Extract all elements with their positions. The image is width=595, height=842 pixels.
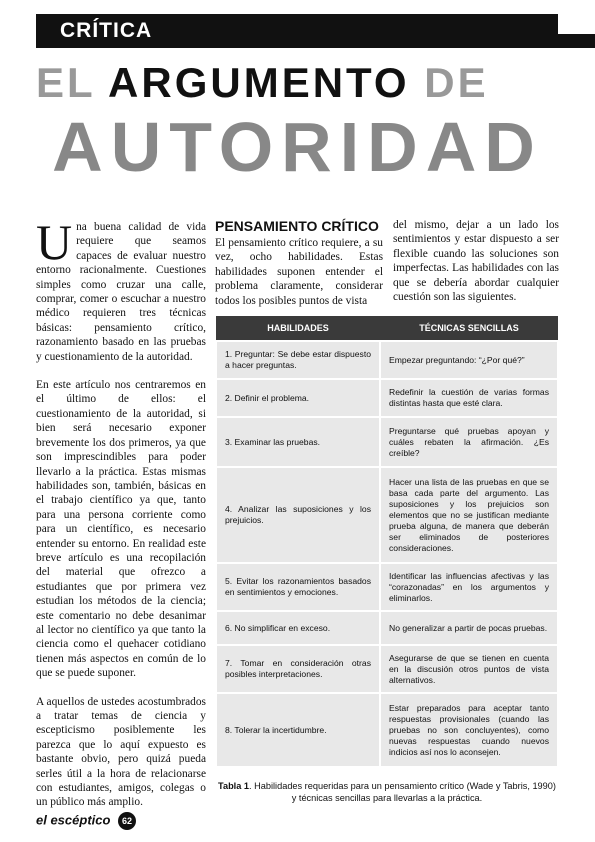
table-cell-technique: Estar preparados para aceptar tanto respuestas provisionales (cuando las pruebas no son concluyentes), como nuevas respuestas cuando nuevos indicios así nos lo aconsejen. [380,693,558,767]
intro-text: na buena calidad de vida requiere que seamos capaces de evaluar nuestro entorno racionalmente. Cuestiones simples como cruzar una calle, comprar, comer o escuchar a nuestro médico requieren tres técnicas básicas: pensamiento crítico, razonamiento basado en las pruebas y cuestionamiento de la autoridad. [36,221,206,363]
title-line-1 [36,59,559,106]
caption-text: . Habilidades requeridas para un pensamiento crítico (Wade y Tabris, 1990) y técnicas sencillas para llevarlas a la práctica. [249,781,556,803]
caption-label: Tabla 1 [218,781,250,791]
table-header-techniques: TÉCNICAS SENCILLAS [380,316,558,341]
table-caption [215,780,559,804]
table-cell-skill: 7. Tomar en consideración otras posibles interpretaciones. [216,645,380,693]
table-cell-technique: Identificar las influencias afectivas y las “corazonadas” en los argumentos y eliminarlos. [380,563,558,611]
table-cell-skill: 6. No simplificar en exceso. [216,611,380,645]
section-label: CRÍTICA [60,19,153,42]
table-cell-technique: Preguntarse qué pruebas apoyan y cuáles rebaten la afirmación. ¿Es creíble? [380,417,558,467]
paragraph-2: En este artículo nos centraremos en el último de ellos: el cuestionamiento de la autoridad, si bien será necesario exponer brevemente los dos primeros, ya que son imprescindibles para poder llevarlo a la práctica. Estas mismas habilidades son, también, básicas en el trabajo científico ya que, tanto para una persona corriente como para un científico, es necesario entender su entorno. En realidad este breve artículo es una recopilación del material que ofrezco a estudiantes que por primera vez estudian los métodos de la ciencia; este comentario no debe desanimar al lector no científico ya que tanto la ciencia como el quehacer cotidiano tienen más aspectos en común de lo que se puede suponer. [36,379,206,680]
paragraph-critical-thinking: El pensamiento crítico requiere, a su vez, ocho habilidades. Estas habilidades suponen entender el problema claramente, considerar todos los posibles puntos de vista [215,237,383,307]
table-cell-skill: 1. Preguntar: Se debe estar dispuesto a hacer preguntas. [216,341,380,379]
table-cell-technique: Asegurarse de que se tienen en cuenta en la discusión otros puntos de vista alternativos. [380,645,558,693]
table-cell-skill: 8. Tolerar la incertidumbre. [216,693,380,767]
table-row [216,341,558,379]
drop-cap: U [36,214,73,270]
table-row [216,379,558,417]
title-word-argumento: ARGUMENTO [108,59,410,106]
table-cell-skill: 2. Definir el problema. [216,379,380,417]
title-word-el: EL [36,59,95,106]
table-row [216,563,558,611]
table-cell-skill: 4. Analizar las suposiciones y los prejuicios. [216,467,380,563]
section-bar-tab [558,34,595,48]
paragraph-continued: del mismo, dejar a un lado los sentimientos y estar dispuesto a ser flexible cuando las soluciones son imperfectas. Las habilidades con las que se debería abordar cualquier cuestión son las siguientes. [393,219,559,304]
title-line-2: AUTORIDAD [52,108,543,186]
page-number: 62 [118,812,136,830]
section-heading: PENSAMIENTO CRÍTICO [215,218,379,234]
table-cell-technique: No generalizar a partir de pocas pruebas. [380,611,558,645]
footer [36,812,136,830]
title-word-de: DE [424,59,489,106]
table-row [216,611,558,645]
magazine-name: el escéptico [36,812,111,828]
table-cell-technique: Hacer una lista de las pruebas en que se basa cada parte del argumento. Las suposiciones y los prejuicios son elementos que no se justifican mediante prueba alguna, de manera que deberán ser eliminados de posteriores consideraciones. [380,467,558,563]
table-cell-skill: 3. Examinar las pruebas. [216,417,380,467]
table-cell-skill: 5. Evitar los razonamientos basados en sentimientos y emociones. [216,563,380,611]
column-1 [36,214,206,824]
intro-paragraph [36,214,206,364]
table-header-skills: HABILIDADES [216,316,380,341]
skills-table [215,316,559,768]
table-row [216,693,558,767]
table-cell-technique: Empezar preguntando: “¿Por qué?” [380,341,558,379]
column-2 [215,218,383,322]
table-row [216,417,558,467]
table-cell-technique: Redefinir la cuestión de varias formas distintas hasta que esté clara. [380,379,558,417]
paragraph-3: A aquellos de ustedes acostumbrados a tratar temas de ciencia y escepticismo posiblemente les parezca que lo aquí expuesto es bastante obvio, pero quizá pueda serles útil a la hora de relacionarse con estudiantes, amigos, colegas o un público más amplio. [36,695,206,809]
table-row [216,467,558,563]
column-3 [393,218,559,318]
table-row [216,645,558,693]
table-header-row [216,316,558,341]
